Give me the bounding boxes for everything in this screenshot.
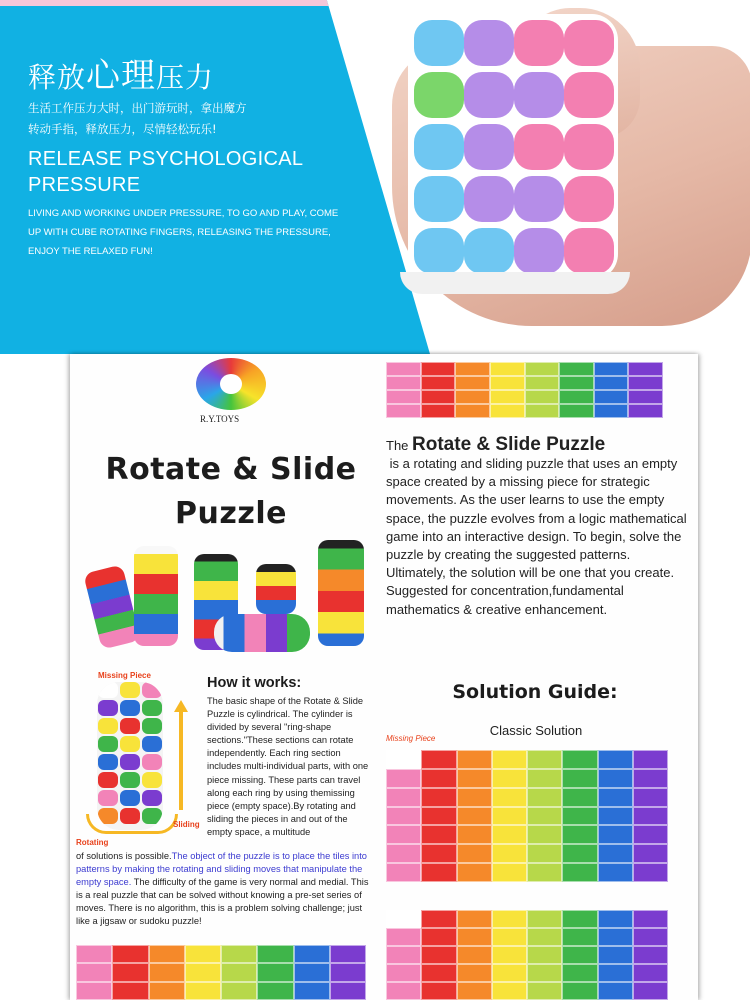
grid-cell — [386, 982, 421, 1000]
difficulty-text: The difficulty of the game is very normal and medial. This is a real puzzle that can be solved without knowing a pre-set series of moves. There is no algorithm, this is a problem solving challenge; just like a jigsaw or sudoku puzzle! — [76, 877, 369, 927]
cylinder-base — [400, 272, 630, 294]
grid-cell — [598, 982, 633, 1000]
grid-cell — [562, 825, 597, 844]
grid-cell — [633, 964, 668, 982]
grid-cell — [457, 910, 492, 928]
grid-cell — [421, 362, 456, 376]
grid-cell — [598, 769, 633, 788]
object-text: The object of the puzzle is to place the tiles into patterns by making the rotating and sliding moves that manipulate the empty space. — [76, 851, 367, 888]
cn-headline-part2: 心理 — [86, 56, 157, 96]
about-product-name: Rotate & Slide Puzzle — [412, 434, 606, 455]
grid-cell — [421, 863, 456, 882]
grid-cell — [598, 844, 633, 863]
grid-cell — [112, 963, 148, 981]
grid-cell — [457, 982, 492, 1000]
cn-line-1: 生活工作压力大时，出门游玩时，拿出魔方 — [28, 101, 247, 115]
grid-cell — [421, 982, 456, 1000]
grid-cell — [492, 844, 527, 863]
grid-cell — [633, 928, 668, 946]
grid-cell — [559, 376, 594, 390]
grid-cell — [76, 982, 112, 1000]
missing-piece-small-label: Missing Piece — [386, 734, 436, 743]
about-text — [386, 455, 688, 619]
grid-cell — [562, 750, 597, 769]
grid-cell — [457, 964, 492, 982]
grid-cell — [421, 844, 456, 863]
how-it-works-text: The basic shape of the Rotate & Slide Puzzle is cylindrical. The cylinder is divided by several "ring-shape sections."These sections can rotate independently. Each ring section includes multi-individual parts, with one piece missing. These parts can travel along each ring by using themissing piece (empty space).By rotating and sliding the pieces in and out of the empty space, a multitude — [207, 696, 369, 837]
grid-cell — [421, 769, 456, 788]
missing-piece-label: Missing Piece — [98, 671, 151, 680]
sheet-title-line1: Rotate & Slide — [105, 452, 357, 487]
how-it-works-text-cont — [76, 850, 376, 929]
grid-cell — [455, 390, 490, 404]
about-the: The — [386, 438, 413, 453]
cn-headline-part1: 释放 — [28, 61, 87, 94]
grid-cell — [457, 863, 492, 882]
product-towers-image — [86, 540, 376, 660]
grid-cell — [492, 982, 527, 1000]
grid-cell — [527, 750, 562, 769]
diagram-tower — [97, 682, 163, 830]
grid-cell — [421, 928, 456, 946]
grid-cell — [386, 750, 421, 769]
grid-cell — [457, 750, 492, 769]
grid-cell — [525, 404, 560, 418]
sliding-arrow-icon — [179, 710, 183, 810]
about-heading — [386, 434, 686, 456]
grid-cell — [421, 946, 456, 964]
grid-cell — [257, 963, 293, 981]
grid-cell — [457, 844, 492, 863]
grid-cell — [386, 376, 421, 390]
grid-cell — [559, 404, 594, 418]
grid-cell — [527, 807, 562, 826]
grid-cell — [633, 750, 668, 769]
grid-cell — [457, 946, 492, 964]
grid-cell — [76, 945, 112, 963]
grid-cell — [490, 404, 525, 418]
grid-cell — [149, 963, 185, 981]
grid-cell — [633, 807, 668, 826]
grid-cell — [527, 910, 562, 928]
grid-cell — [492, 807, 527, 826]
grid-cell — [492, 964, 527, 982]
grid-cell — [490, 390, 525, 404]
grid-cell — [386, 844, 421, 863]
grid-cell — [421, 404, 456, 418]
grid-cell — [421, 807, 456, 826]
grid-cell — [633, 788, 668, 807]
grid-cell — [112, 982, 148, 1000]
grid-cell — [525, 362, 560, 376]
en-description: LIVING AND WORKING UNDER PRESSURE, TO GO AND PLAY, COME UP WITH CUBE ROTATING FINGERS, RELEASING THE PRESSURE, ENJOY THE RELAXED FUN! — [28, 208, 339, 257]
grid-cell — [185, 982, 221, 1000]
grid-cell — [562, 807, 597, 826]
grid-cell — [421, 788, 456, 807]
grid-cell — [633, 982, 668, 1000]
grid-cell — [457, 825, 492, 844]
grid-cell — [386, 362, 421, 376]
grid-cell — [492, 946, 527, 964]
classic-solution-label: Classic Solution — [489, 723, 583, 738]
grid-cell — [527, 946, 562, 964]
grid-cell — [598, 910, 633, 928]
grid-cell — [294, 945, 330, 963]
grid-cell — [330, 963, 366, 981]
grid-cell — [330, 945, 366, 963]
grid-cell — [633, 769, 668, 788]
grid-cell — [457, 807, 492, 826]
grid-cell — [628, 390, 663, 404]
grid-cell — [112, 945, 148, 963]
grid-cell — [185, 945, 221, 963]
grid-cell — [221, 945, 257, 963]
en-headline: RELEASE PSYCHOLOGICAL PRESSURE — [28, 148, 303, 196]
grid-cell — [386, 946, 421, 964]
grid-cell — [562, 788, 597, 807]
grid-cell — [594, 404, 629, 418]
cn-line-2: 转动手指，释放压力，尽情轻松玩乐! — [28, 122, 217, 136]
sheet-title — [86, 448, 376, 536]
grid-cell — [628, 376, 663, 390]
grid-cell — [594, 376, 629, 390]
grid-cell — [257, 982, 293, 1000]
grid-cell — [598, 788, 633, 807]
rotating-arrow-icon — [86, 814, 178, 834]
brand-name: R.Y.TOYS — [200, 414, 240, 424]
grid-cell — [527, 788, 562, 807]
grid-cell — [594, 362, 629, 376]
grid-cell — [562, 769, 597, 788]
classic-solution-grid — [386, 750, 668, 882]
grid-cell — [633, 825, 668, 844]
grid-cell — [562, 863, 597, 882]
grid-cell — [386, 964, 421, 982]
grid-cell — [594, 390, 629, 404]
grid-cell — [257, 945, 293, 963]
grid-cell — [562, 910, 597, 928]
grid-cell — [149, 982, 185, 1000]
grid-cell — [559, 390, 594, 404]
bottom-left-grid — [76, 945, 366, 1000]
grid-cell — [386, 863, 421, 882]
grid-cell — [457, 788, 492, 807]
grid-cell — [457, 928, 492, 946]
grid-cell — [598, 946, 633, 964]
grid-cell — [221, 963, 257, 981]
grid-cell — [421, 964, 456, 982]
grid-cell — [221, 982, 257, 1000]
pink-strip — [0, 0, 430, 6]
grid-cell — [598, 928, 633, 946]
grid-cell — [421, 750, 456, 769]
grid-cell — [562, 928, 597, 946]
grid-cell — [386, 788, 421, 807]
cn-description — [28, 98, 358, 140]
grid-cell — [490, 362, 525, 376]
grid-cell — [492, 928, 527, 946]
pattern-grid-top — [386, 362, 663, 418]
solution-guide-title: Solution Guide: — [452, 681, 618, 703]
grid-cell — [421, 825, 456, 844]
grid-cell — [598, 964, 633, 982]
grid-cell — [294, 982, 330, 1000]
grid-cell — [386, 807, 421, 826]
how-it-works-title: How it works: — [207, 675, 302, 691]
cn-headline — [28, 48, 214, 97]
grid-cell — [455, 404, 490, 418]
grid-cell — [421, 376, 456, 390]
about-text-content: is a rotating and sliding puzzle that uses an empty space created by a missing piece for strategic movements. As the user learns to use the empty space, the puzzle evolves from a logic mathematical game into an interactive design. To begin, solve the puzzle by creating the suggested patterns. Ultimately, the solution will be one that you create. Suggested for concentration,fundamental mathematics & creative enhancement. — [386, 456, 687, 617]
grid-cell — [598, 807, 633, 826]
grid-cell — [386, 404, 421, 418]
grid-cell — [490, 376, 525, 390]
grid-cell — [562, 946, 597, 964]
grid-cell — [421, 390, 456, 404]
swirl-logo-icon — [196, 358, 266, 410]
sheet-title-line2: Puzzle — [175, 496, 287, 531]
grid-cell — [76, 963, 112, 981]
grid-cell — [294, 963, 330, 981]
grid-cell — [559, 362, 594, 376]
grid-cell — [457, 769, 492, 788]
grid-cell — [527, 964, 562, 982]
grid-cell — [421, 910, 456, 928]
grid-cell — [525, 376, 560, 390]
grid-cell — [527, 769, 562, 788]
grid-cell — [492, 750, 527, 769]
grid-cell — [633, 946, 668, 964]
sliding-label: Sliding — [173, 820, 200, 829]
grid-cell — [527, 863, 562, 882]
grid-cell — [525, 390, 560, 404]
grid-cell — [492, 910, 527, 928]
grid-cell — [492, 788, 527, 807]
grid-cell — [598, 863, 633, 882]
grid-cell — [386, 928, 421, 946]
solutions-text: of solutions is possible. — [76, 851, 172, 861]
grid-cell — [455, 376, 490, 390]
grid-cell — [633, 844, 668, 863]
promo-banner — [0, 0, 750, 354]
cn-headline-part3: 压力 — [156, 61, 215, 94]
cylinder-puzzle-photo — [408, 14, 618, 280]
grid-cell — [562, 982, 597, 1000]
grid-cell — [598, 750, 633, 769]
grid-cell — [386, 769, 421, 788]
grid-cell — [527, 844, 562, 863]
grid-cell — [633, 863, 668, 882]
grid-cell — [598, 825, 633, 844]
grid-cell — [527, 928, 562, 946]
second-solution-grid — [386, 910, 668, 1000]
grid-cell — [386, 910, 421, 928]
grid-cell — [628, 404, 663, 418]
grid-cell — [386, 825, 421, 844]
grid-cell — [562, 844, 597, 863]
grid-cell — [386, 390, 421, 404]
grid-cell — [633, 910, 668, 928]
grid-cell — [492, 863, 527, 882]
grid-cell — [330, 982, 366, 1000]
grid-cell — [527, 825, 562, 844]
grid-cell — [527, 982, 562, 1000]
grid-cell — [562, 964, 597, 982]
grid-cell — [492, 769, 527, 788]
grid-cell — [455, 362, 490, 376]
grid-cell — [149, 945, 185, 963]
grid-cell — [185, 963, 221, 981]
grid-cell — [628, 362, 663, 376]
grid-cell — [492, 825, 527, 844]
rotating-label: Rotating — [76, 838, 109, 847]
